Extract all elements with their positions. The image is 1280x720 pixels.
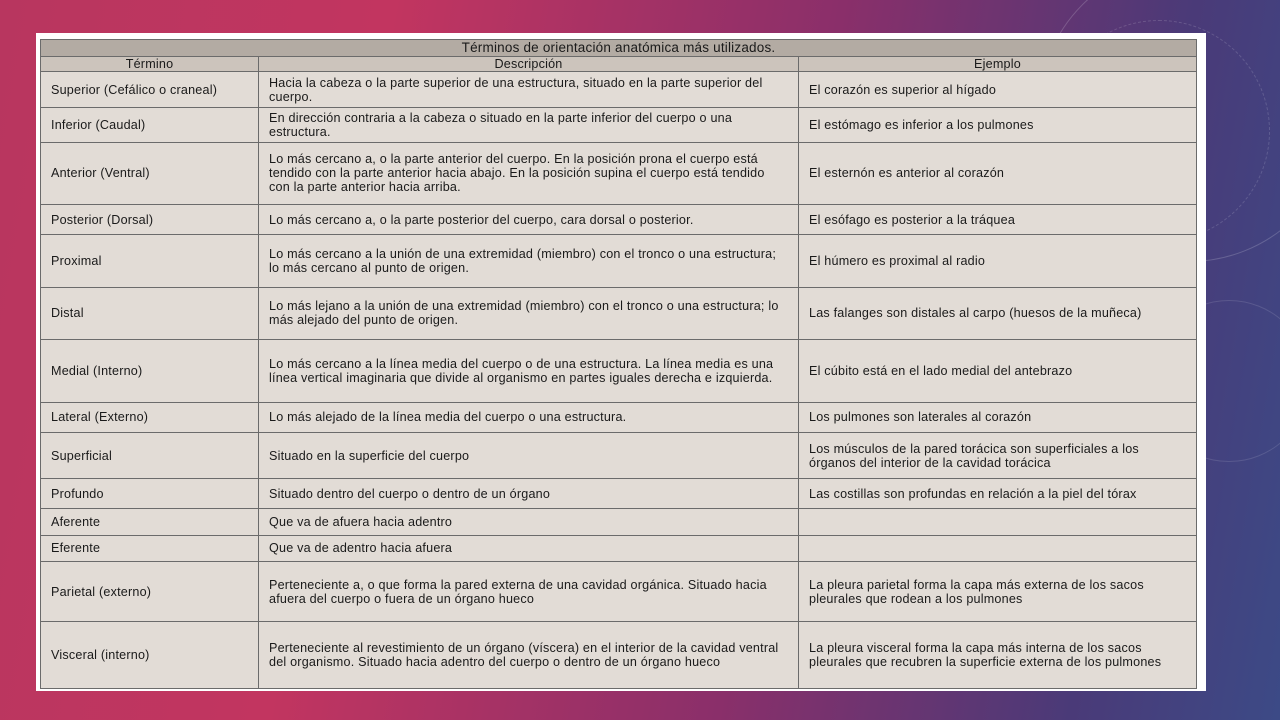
term-cell: Profundo	[41, 479, 259, 509]
description-cell: Que va de afuera hacia adentro	[259, 509, 799, 535]
table-row	[41, 479, 1197, 509]
term-cell: Visceral (interno)	[41, 622, 259, 689]
term-cell: Superficial	[41, 432, 259, 478]
term-cell: Proximal	[41, 235, 259, 287]
example-cell: Las falanges son distales al carpo (huesos de la muñeca)	[799, 287, 1197, 339]
description-cell: Lo más cercano a la unión de una extremidad (miembro) con el tronco o una estructura; lo más cercano al punto de origen.	[259, 235, 799, 287]
example-cell	[799, 509, 1197, 535]
example-cell: El estómago es inferior a los pulmones	[799, 108, 1197, 142]
example-cell: Las costillas son profundas en relación a la piel del tórax	[799, 479, 1197, 509]
description-cell: Perteneciente al revestimiento de un órgano (víscera) en el interior de la cavidad ventral del organismo. Situado hacia adentro del cuerpo o dentro de un órgano hueco	[259, 622, 799, 689]
description-cell: Lo más cercano a, o la parte anterior del cuerpo. En la posición prona el cuerpo está tendido con la parte anterior hacia abajo. En la posición supina el cuerpo está tendido con la parte anterior hacia arriba.	[259, 142, 799, 205]
term-cell: Eferente	[41, 535, 259, 561]
term-cell: Lateral (Externo)	[41, 402, 259, 432]
slide-content	[36, 33, 1206, 691]
table-row	[41, 287, 1197, 339]
column-header-descripcion: Descripción	[259, 57, 799, 72]
table-row	[41, 402, 1197, 432]
table-row	[41, 561, 1197, 621]
column-header-ejemplo: Ejemplo	[799, 57, 1197, 72]
example-cell: La pleura visceral forma la capa más interna de los sacos pleurales que recubren la superficie externa de los pulmones	[799, 622, 1197, 689]
example-cell: La pleura parietal forma la capa más externa de los sacos pleurales que rodean a los pulmones	[799, 561, 1197, 621]
example-cell: El esófago es posterior a la tráquea	[799, 205, 1197, 235]
term-cell: Distal	[41, 287, 259, 339]
term-cell: Superior (Cefálico o craneal)	[41, 72, 259, 108]
table-row	[41, 205, 1197, 235]
description-cell: Lo más alejado de la línea media del cuerpo o una estructura.	[259, 402, 799, 432]
term-cell: Parietal (externo)	[41, 561, 259, 621]
description-cell: Lo más cercano a, o la parte posterior del cuerpo, cara dorsal o posterior.	[259, 205, 799, 235]
table-row	[41, 432, 1197, 478]
column-header-termino: Término	[41, 57, 259, 72]
example-cell: Los músculos de la pared torácica son superficiales a los órganos del interior de la cavidad torácica	[799, 432, 1197, 478]
table-row	[41, 72, 1197, 108]
example-cell: Los pulmones son laterales al corazón	[799, 402, 1197, 432]
table-title: Términos de orientación anatómica más utilizados.	[41, 40, 1197, 57]
anatomical-terms-table	[40, 39, 1197, 689]
table-row	[41, 108, 1197, 142]
description-cell: Perteneciente a, o que forma la pared externa de una cavidad orgánica. Situado hacia afuera del cuerpo o fuera de un órgano hueco	[259, 561, 799, 621]
table-row	[41, 509, 1197, 535]
example-cell: El cúbito está en el lado medial del antebrazo	[799, 340, 1197, 403]
table-row	[41, 340, 1197, 403]
example-cell	[799, 535, 1197, 561]
description-cell: Que va de adentro hacia afuera	[259, 535, 799, 561]
description-cell: Lo más lejano a la unión de una extremidad (miembro) con el tronco o una estructura; lo más alejado del punto de origen.	[259, 287, 799, 339]
table-row	[41, 235, 1197, 287]
term-cell: Aferente	[41, 509, 259, 535]
description-cell: Lo más cercano a la línea media del cuerpo o de una estructura. La línea media es una línea vertical imaginaria que divide al organismo en partes iguales derecha e izquierda.	[259, 340, 799, 403]
table-row	[41, 622, 1197, 689]
description-cell: En dirección contraria a la cabeza o situado en la parte inferior del cuerpo o una estructura.	[259, 108, 799, 142]
term-cell: Medial (Interno)	[41, 340, 259, 403]
example-cell: El corazón es superior al hígado	[799, 72, 1197, 108]
term-cell: Posterior (Dorsal)	[41, 205, 259, 235]
term-cell: Anterior (Ventral)	[41, 142, 259, 205]
description-cell: Situado dentro del cuerpo o dentro de un órgano	[259, 479, 799, 509]
description-cell: Situado en la superficie del cuerpo	[259, 432, 799, 478]
term-cell: Inferior (Caudal)	[41, 108, 259, 142]
example-cell: El húmero es proximal al radio	[799, 235, 1197, 287]
description-cell: Hacia la cabeza o la parte superior de una estructura, situado en la parte superior del cuerpo.	[259, 72, 799, 108]
table-row	[41, 142, 1197, 205]
example-cell: El esternón es anterior al corazón	[799, 142, 1197, 205]
table-row	[41, 535, 1197, 561]
